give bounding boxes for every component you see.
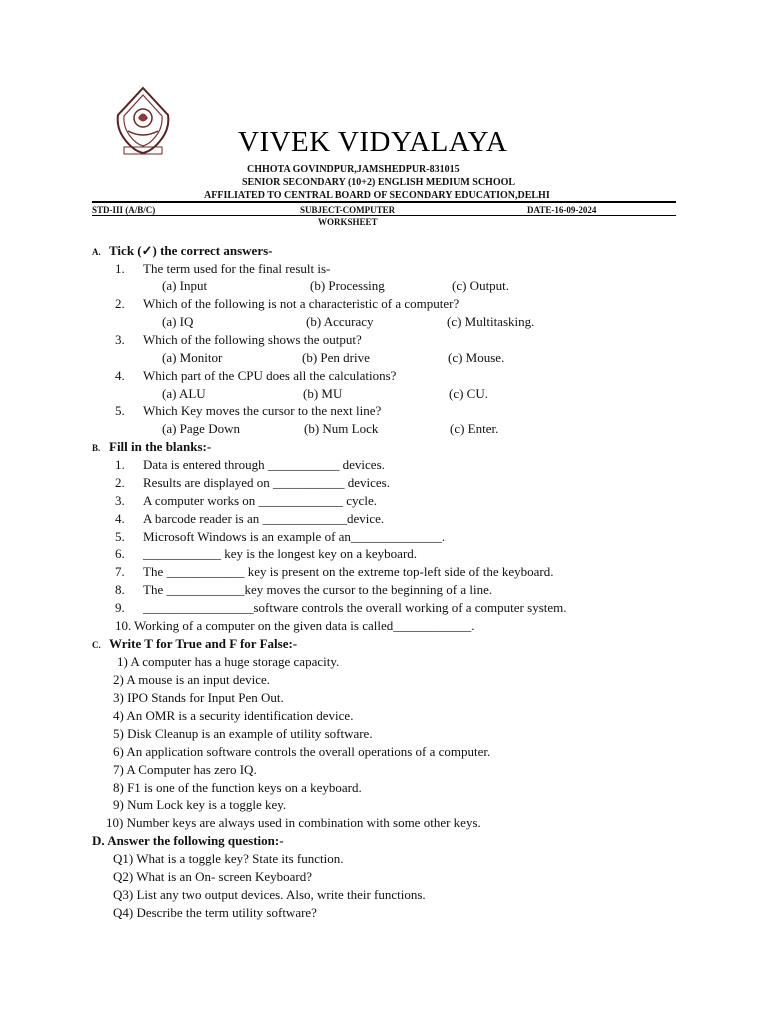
question-item: Q4) Describe the term utility software? <box>113 905 317 920</box>
blank-text: ____________ key is the longest key on a keyboard. <box>143 546 418 561</box>
section-a-heading <box>92 243 272 259</box>
blank-number: 6. <box>115 546 125 561</box>
blank-text: Data is entered through ___________ devices. <box>143 457 385 472</box>
blank-number: 10. <box>115 618 132 633</box>
option-b: (b) Pen drive <box>302 350 370 365</box>
section-b-title: Fill in the blanks:- <box>109 439 212 454</box>
section-b-heading <box>92 439 211 455</box>
question-text: Which part of the CPU does all the calculations? <box>143 368 397 383</box>
true-false-item: 6) An application software controls the overall operations of a computer. <box>113 744 491 759</box>
question-item: Q3) List any two output devices. Also, write their functions. <box>113 887 426 902</box>
option-a: (a) Input <box>162 278 208 293</box>
question-text: Which of the following shows the output? <box>143 332 362 347</box>
question-number: 5. <box>115 403 125 418</box>
question-item: Q2) What is an On- screen Keyboard? <box>113 869 313 884</box>
section-a-letter: A. <box>92 247 101 257</box>
section-a-title: Tick (✓) the correct answers- <box>109 243 273 258</box>
blank-number: 2. <box>115 475 125 490</box>
option-a: (a) ALU <box>162 386 206 401</box>
section-d-title: Answer the following question:- <box>107 833 284 848</box>
option-c: (c) Output. <box>452 278 510 293</box>
option-b: (b) Processing <box>310 278 385 293</box>
blank-text: The ____________key moves the cursor to the beginning of a line. <box>143 582 493 597</box>
worksheet-label: WORKSHEET <box>318 217 378 227</box>
blank-text: Results are displayed on ___________ devices. <box>143 475 390 490</box>
option-c: (c) Mouse. <box>448 350 505 365</box>
blank-number: 3. <box>115 493 125 508</box>
true-false-item: 2) A mouse is an input device. <box>113 672 271 687</box>
option-a: (a) Page Down <box>162 421 240 436</box>
school-address: CHHOTA GOVINDPUR,JAMSHEDPUR-831015 <box>247 164 460 175</box>
section-c-letter: C. <box>92 640 101 650</box>
blank-number: 1. <box>115 457 125 472</box>
header-divider-top <box>92 201 676 203</box>
section-c-heading <box>92 636 297 652</box>
option-a: (a) Monitor <box>162 350 223 365</box>
std-label: STD-III (A/B/C) <box>92 205 156 215</box>
blank-text: A barcode reader is an _____________device. <box>143 511 385 526</box>
option-c: (c) CU. <box>449 386 488 401</box>
question-number: 4. <box>115 368 125 383</box>
blank-text: _________________software controls the overall working of a computer system. <box>143 600 567 615</box>
option-b: (b) Num Lock <box>304 421 379 436</box>
blank-number: 8. <box>115 582 125 597</box>
true-false-item: 7) A Computer has zero IQ. <box>113 762 257 777</box>
true-false-item: 3) IPO Stands for Input Pen Out. <box>113 690 284 705</box>
question-number: 1. <box>115 261 125 276</box>
question-text: Which Key moves the cursor to the next line? <box>143 403 382 418</box>
blank-text: A computer works on _____________ cycle. <box>143 493 377 508</box>
blank-text: Microsoft Windows is an example of an______________. <box>143 529 446 544</box>
date-label: DATE-16-09-2024 <box>527 205 597 215</box>
option-c: (c) Enter. <box>450 421 499 436</box>
question-text: The term used for the final result is- <box>143 261 331 276</box>
blank-text: The ____________ key is present on the extreme top-left side of the keyboard. <box>143 564 554 579</box>
blank-number: 4. <box>115 511 125 526</box>
option-b: (b) MU <box>303 386 343 401</box>
section-b-letter: B. <box>92 443 101 453</box>
school-logo-emblem <box>114 85 172 157</box>
question-number: 2. <box>115 296 125 311</box>
blank-number: 7. <box>115 564 125 579</box>
option-a: (a) IQ <box>162 314 194 329</box>
header-divider-bottom <box>92 215 676 216</box>
true-false-item: 4) An OMR is a security identification device. <box>113 708 354 723</box>
subject-label: SUBJECT-COMPUTER <box>300 205 396 215</box>
section-d-letter: D. <box>92 833 105 848</box>
true-false-item: 1) A computer has a huge storage capacity. <box>117 654 340 669</box>
true-false-item: 9) Num Lock key is a toggle key. <box>113 797 287 812</box>
true-false-item: 5) Disk Cleanup is an example of utility software. <box>113 726 373 741</box>
school-name: VIVEK VIDYALAYA <box>238 126 508 158</box>
blank-number: 9. <box>115 600 125 615</box>
section-d-heading <box>92 833 284 849</box>
true-false-item: 8) F1 is one of the function keys on a keyboard. <box>113 780 362 795</box>
section-c-title: Write T for True and F for False:- <box>109 636 298 651</box>
blank-number: 5. <box>115 529 125 544</box>
school-affiliation: AFFILIATED TO CENTRAL BOARD OF SECONDARY EDUCATION,DELHI <box>204 190 550 201</box>
blank-text: Working of a computer on the given data is called____________. <box>134 618 475 633</box>
true-false-item: 10) Number keys are always used in combination with some other keys. <box>106 815 481 830</box>
question-number: 3. <box>115 332 125 347</box>
option-b: (b) Accuracy <box>306 314 374 329</box>
question-item: Q1) What is a toggle key? State its function. <box>113 851 344 866</box>
school-type: SENIOR SECONDARY (10+2) ENGLISH MEDIUM SCHOOL <box>242 177 516 188</box>
question-text: Which of the following is not a characteristic of a computer? <box>143 296 460 311</box>
option-c: (c) Multitasking. <box>447 314 535 329</box>
